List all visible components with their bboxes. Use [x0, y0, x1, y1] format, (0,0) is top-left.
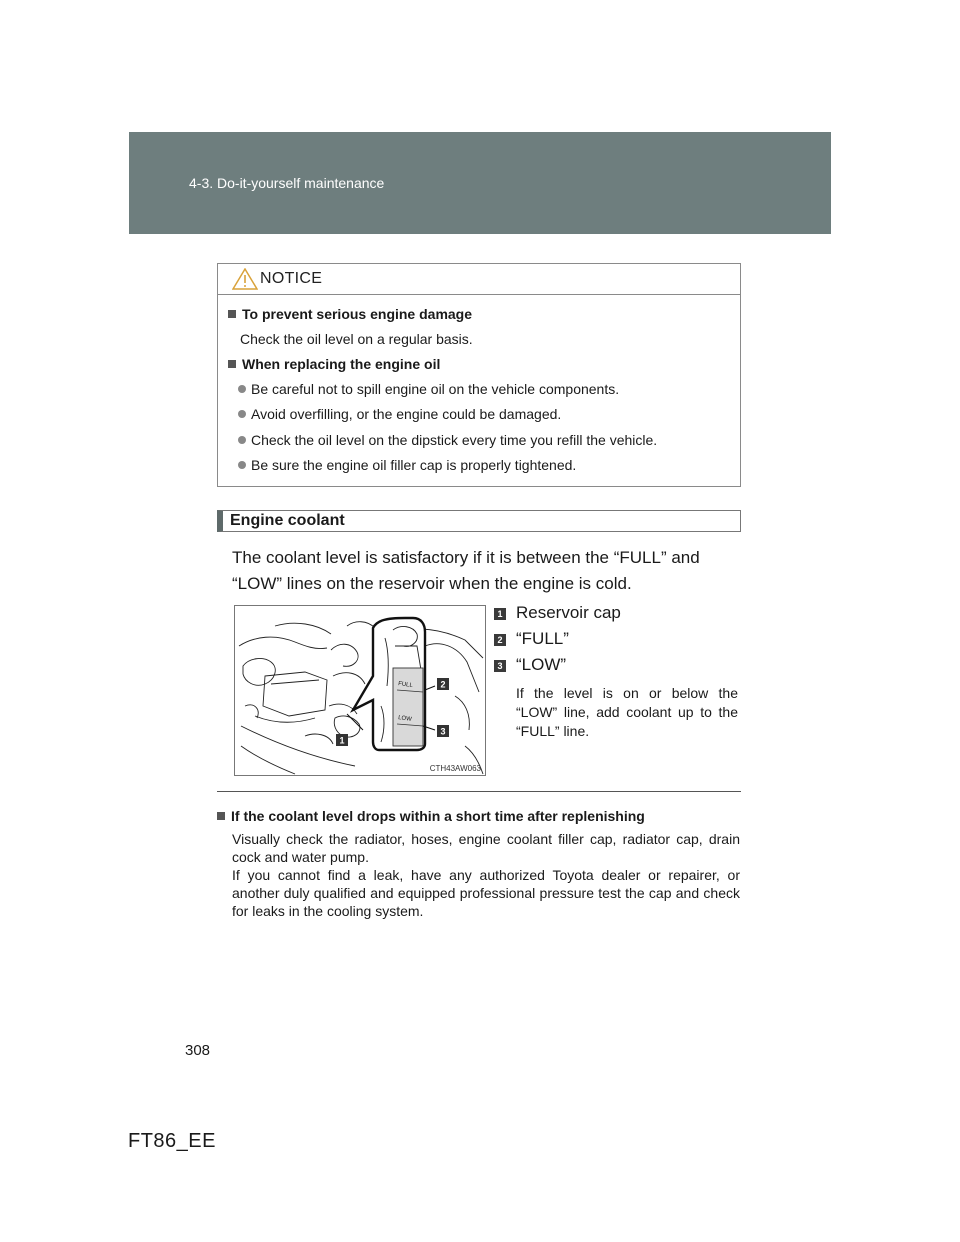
legend-item-3: 3 “LOW”	[494, 655, 566, 675]
notice-bullet: Be sure the engine oil filler cap is properly tightened.	[238, 457, 576, 473]
svg-text:FULL: FULL	[397, 681, 414, 690]
svg-text:2: 2	[440, 679, 446, 690]
info-paragraph: Visually check the radiator, hoses, engine coolant filler cap, radiator cap, drain cock and water pump.	[232, 831, 740, 865]
info-paragraph: If you cannot find a leak, have any authorized Toyota dealer or repairer, or another duly qualified and equipped professional pressure test the cap and check for leaks in the cooling system.	[232, 867, 740, 919]
notice-heading: When replacing the engine oil	[228, 356, 440, 372]
square-bullet-icon	[228, 360, 236, 368]
section-label: 4-3. Do-it-yourself maintenance	[189, 175, 385, 191]
number-3-icon: 3	[494, 660, 506, 672]
svg-text:1: 1	[339, 735, 345, 746]
round-bullet-icon	[238, 461, 246, 469]
notice-bullet: Be careful not to spill engine oil on the vehicle components.	[238, 381, 619, 397]
round-bullet-icon	[238, 436, 246, 444]
svg-text:LOW: LOW	[397, 715, 413, 723]
info-heading: If the coolant level drops within a short time after replenishing	[217, 808, 645, 824]
figure-code: CTH43AW063	[429, 764, 481, 773]
callout-1	[336, 734, 348, 746]
engine-drawing	[235, 606, 486, 776]
notice-title: NOTICE	[260, 270, 323, 287]
footer-code: FT86_EE	[128, 1130, 216, 1152]
engine-illustration	[234, 605, 486, 776]
notice-heading: To prevent serious engine damage	[228, 306, 472, 322]
notice-bullet: Check the oil level on the dipstick every time you refill the vehicle.	[238, 432, 657, 448]
legend-note: If the level is on or below the “LOW” line, add coolant up to the “FULL” line.	[516, 685, 738, 739]
section-body: The coolant level is satisfactory if it is between the “FULL” and “LOW” lines on the reservoir when the engine is cold.	[232, 548, 700, 593]
notice-box	[217, 263, 741, 487]
notice-text: Check the oil level on a regular basis.	[240, 331, 473, 347]
section-title: Engine coolant	[230, 512, 345, 529]
round-bullet-icon	[238, 410, 246, 418]
square-bullet-icon	[217, 812, 225, 820]
page-number: 308	[185, 1042, 211, 1059]
callout-2	[437, 678, 449, 690]
legend-item-2: 2 “FULL”	[494, 629, 569, 649]
round-bullet-icon	[238, 385, 246, 393]
info-body	[232, 830, 740, 920]
notice-bullet: Avoid overfilling, or the engine could be damaged.	[238, 406, 561, 422]
section-heading	[217, 510, 741, 532]
number-2-icon: 2	[494, 634, 506, 646]
callout-3	[437, 725, 449, 737]
divider	[217, 791, 741, 792]
warning-icon	[232, 268, 258, 290]
header-band	[129, 132, 831, 234]
legend-item-1: 1 Reservoir cap	[494, 603, 621, 623]
notice-header	[218, 264, 740, 295]
number-1-icon: 1	[494, 608, 506, 620]
svg-text:3: 3	[440, 726, 446, 737]
square-bullet-icon	[228, 310, 236, 318]
